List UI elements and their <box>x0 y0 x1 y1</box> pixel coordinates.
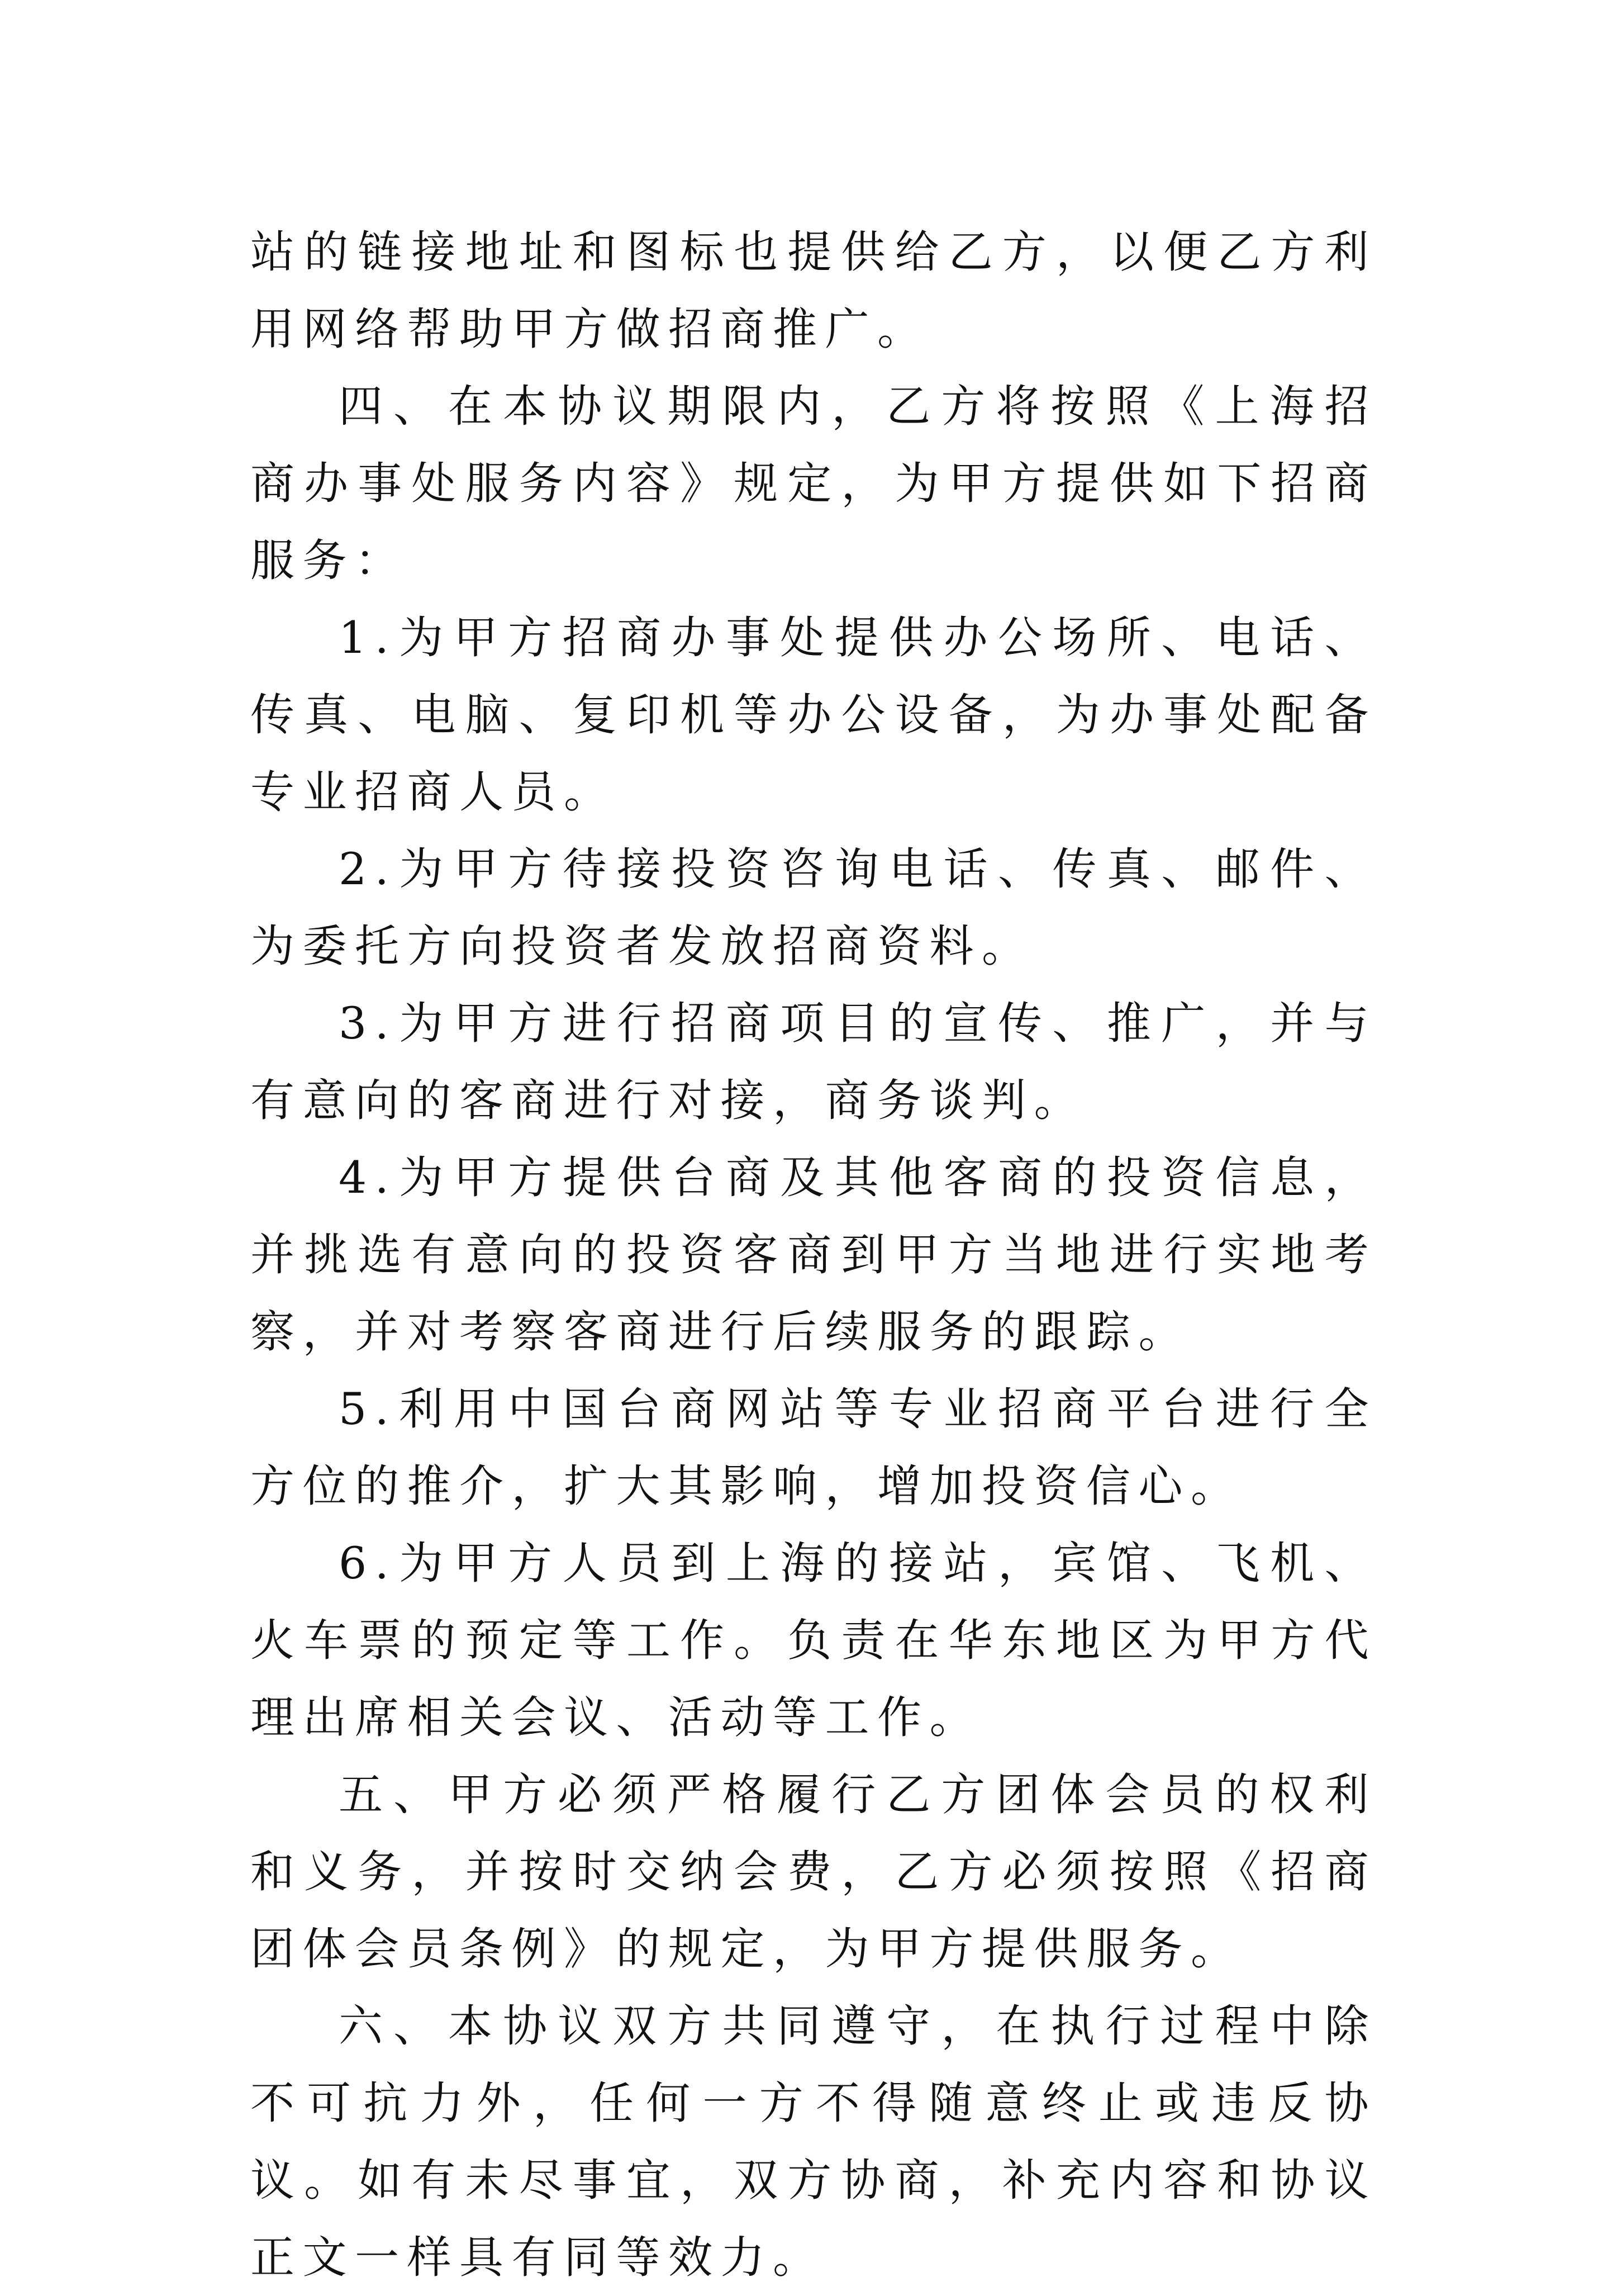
paragraph-clause-five: 五、甲方必须严格履行乙方团体会员的权利和义务，并按时交纳会费，乙方必须按照《招商团体会员条例》的规定，为甲方提供服务。 <box>250 1769 1377 1975</box>
paragraph-service-6: 6.为甲方人员到上海的接站，宾馆、飞机、火车票的预定等工作。负责在华东地区为甲方代理出席相关会议、活动等工作。 <box>250 1538 1377 1743</box>
paragraph-clause-four: 四、在本协议期限内，乙方将按照《上海招商办事处服务内容》规定，为甲方提供如下招商服务： <box>250 381 1377 586</box>
document-page <box>250 214 1377 2296</box>
paragraph-service-1: 1.为甲方招商办事处提供办公场所、电话、传真、电脑、复印机等办公设备，为办事处配备专业招商人员。 <box>250 612 1377 818</box>
paragraph-service-5: 5.利用中国台商网站等专业招商平台进行全方位的推介，扩大其影响，增加投资信心。 <box>250 1383 1377 1512</box>
paragraph-clause-six: 六、本协议双方共同遵守，在执行过程中除不可抗力外，任何一方不得随意终止或违反协议。如有未尽事宜，双方协商，补充内容和协议正文一样具有同等效力。 <box>250 2000 1377 2283</box>
paragraph-continuation: 站的链接地址和图标也提供给乙方，以便乙方利用网络帮助甲方做招商推广。 <box>250 226 1377 355</box>
paragraph-service-2: 2.为甲方待接投资咨询电话、传真、邮件、为委托方向投资者发放招商资料。 <box>250 843 1377 972</box>
paragraph-service-3: 3.为甲方进行招商项目的宣传、推广，并与有意向的客商进行对接，商务谈判。 <box>250 998 1377 1126</box>
paragraph-service-4: 4.为甲方提供台商及其他客商的投资信息，并挑选有意向的投资客商到甲方当地进行实地考察，并对考察客商进行后续服务的跟踪。 <box>250 1152 1377 1358</box>
